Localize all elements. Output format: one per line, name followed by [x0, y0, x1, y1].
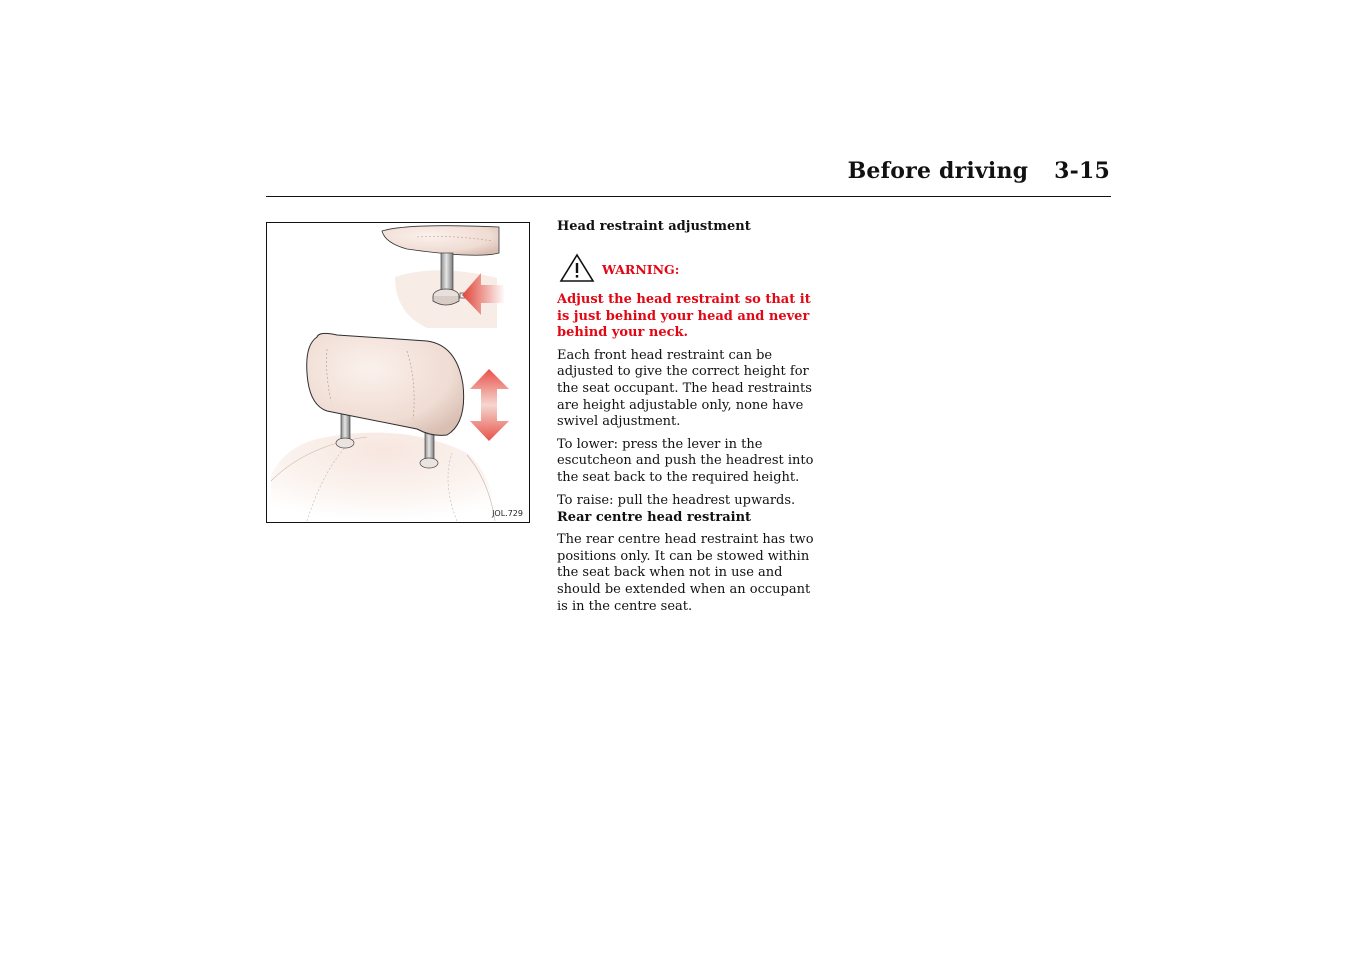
seat-back [271, 433, 497, 521]
page-number: 3-15 [1054, 158, 1110, 184]
heading-head-restraint-adjustment: Head restraint adjustment [557, 219, 751, 234]
paragraph-adjustment: Each front head restraint can be adjusted to give the correct height for the seat occupant. The head restraints are height adjustable only, none have swivel adjustment. [557, 347, 812, 430]
up-down-arrow [470, 369, 509, 441]
warning-header [557, 253, 825, 283]
section-title: Before driving [847, 158, 1029, 184]
head-restraint-illustration [266, 222, 530, 523]
main-content [557, 218, 825, 615]
head-restraint-drawing [267, 223, 529, 522]
warning-label: WARNING: [602, 262, 680, 277]
heading-rear-centre-head-restraint: Rear centre head restraint [557, 510, 752, 526]
figure-code: JOL.729 [492, 509, 523, 518]
paragraph-rear-centre: The rear centre head restraint has two positions only. It can be stowed within the seat back when not in use and should be extended when an occupant is in the centre seat. [557, 532, 814, 614]
page-header [848, 158, 1110, 184]
paragraph-raise: To raise: pull the headrest upwards. [557, 492, 796, 508]
headrest [307, 333, 464, 435]
header-rule [266, 196, 1111, 197]
inset-detail [382, 226, 505, 328]
warning-triangle-icon [559, 253, 595, 283]
warning-text: Adjust the head restraint so that it is just behind your head and never behind your neck. [557, 292, 811, 341]
paragraph-lower: To lower: press the lever in the escutcheon and push the headrest into the seat back to the required height. [557, 436, 814, 485]
